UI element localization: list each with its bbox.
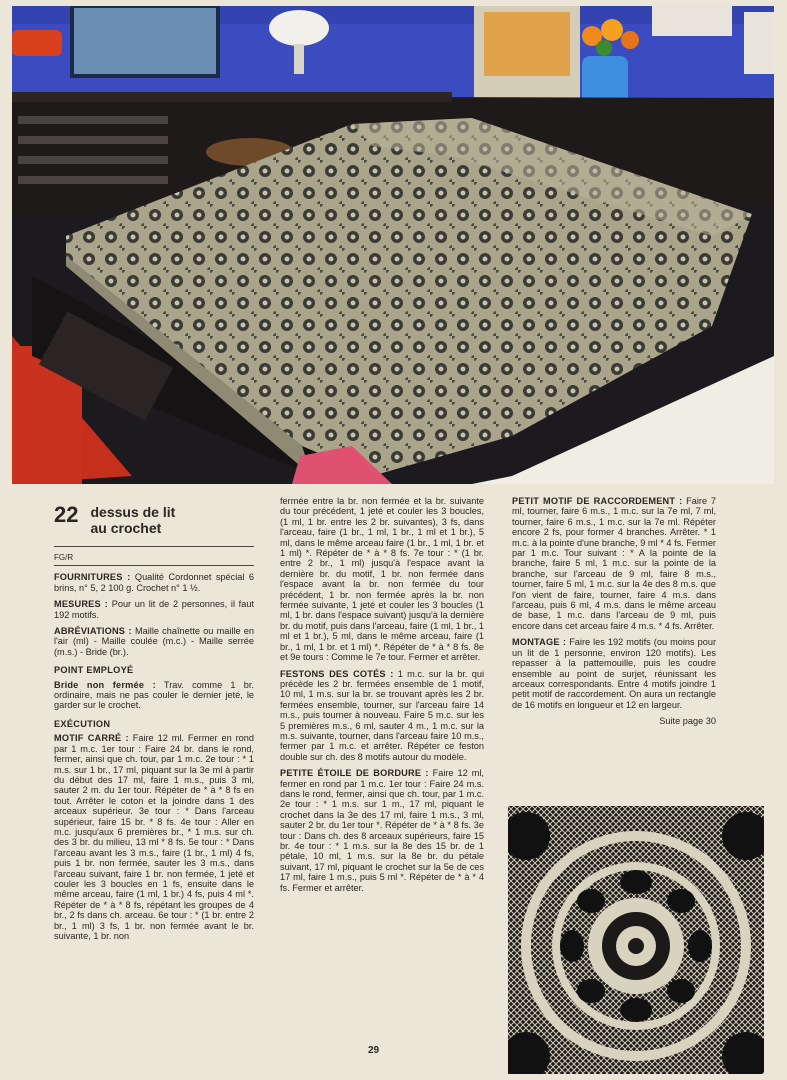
etoile-label: PETITE ÉTOILE DE BORDURE : xyxy=(280,768,429,779)
fournitures-paragraph xyxy=(54,572,254,593)
bride-label: Bride non fermée : xyxy=(54,679,156,690)
column-1 xyxy=(54,494,254,947)
festons-paragraph xyxy=(280,669,484,763)
page-number: 29 xyxy=(368,1045,380,1056)
etoile-text: Faire 12 ml, fermer en rond par 1 m.c. 1er tour : Faire 24 m.s. dans le rond, fermer, ainsi que ch. tour, par 1 m.c. 2e tour : * 1 m.s. sur 1 m., 17 ml, piquant le crochet dans la 3e des 17 ml, faire 1 m.s., 3 ml, sauter 2 br. du 1er tour *. Répéter de * à * 8 fs. 3e tour : Dans ch. des 8 arceaux supérieurs, faire 15 br. 4e tour : * 1 m.s. sur la 8e des 15 br. de 1 pétale, 10 ml, 1 m.s. sur la 8e br. du pétale suivant, 17 ml, piquant le crochet sur la 5e de ces 17 ml, faire 1 m.s., puis 5 ml *. Répéter de * à * 4 fs. Fermer et arrêter. xyxy=(280,768,484,893)
article-number: 22 xyxy=(54,502,79,527)
bedroom-photo xyxy=(12,6,774,484)
bride-paragraph xyxy=(54,680,254,711)
raccord-text: Faire 7 ml, tourner, faire 6 m.s., 1 m.c. sur la 7e ml, 7 ml, tourner, faire 6 m.s., 1 m.c. sur la 7e ml. Répéter encore 2 fs, pour former 4 branches. Arrêter. * 1 m.c. à la pointe d'une branche, 9 ml * 4 fs. Fermer par 1 m.c. Tour suivant : * A la pointe de la branche, faire 5 ml, 1 m.c. sur la pointe de la branche, sur l'arceau de 9 ml, faire 8 m.s., tourner, faire 5 ml, 1 m.c. sur la 4e des 8 m.s. que l'on vient de faire, tourner, faire 4 m.s. dans l'arceau, puis 6 ml, 4 m.s. dans le même arceau de base, 1 m.c. dans l'arceau de 9 ml, puis encore dans cet arceau faire 4 m.s. * 4 fs. Arrêter. xyxy=(512,496,716,631)
credit: FG/R xyxy=(54,553,74,562)
article-headline xyxy=(54,504,254,536)
montage-paragraph xyxy=(512,637,716,710)
fournitures-label: FOURNITURES : xyxy=(54,572,131,583)
abbreviations-label: ABRÉVIATIONS : xyxy=(54,626,132,637)
motif-paragraph xyxy=(54,733,254,941)
mesures-paragraph xyxy=(54,599,254,620)
motif-text: Faire 12 ml. Fermer en rond par 1 m.c. 1er tour : Faire 24 br. dans le rond, fermer, ainsi que ch. tour, par 1 m.c. 2e tour : * 1 m.s. sur 1 br., 17 ml, piquant sur la 3e ml à partir du début des 17 ml, faire 1 m.s., puis 3 ml, sauter 2 m. du 1er tour. Répéter de * à * 8 fs en tout. Arrêter le coton et la joindre dans 1 des arceaux supérieur. 3e tour : * Dans l'arceau supérieur, faire 15 br. * 8 fs. 4e tour : Aller en m.c. jusqu'aux 6 premières br., * 1 m.s. sur ch. des 3 br. du milieu, 13 ml * 8 fs. 5e tour : * Dans l'arceau avant les 3 m.s., faire (1 br., 1 ml) 4 fs, puis 1 br. non fermée, sauter les 3 m.s., dans l'arceau suivant, faire 1 br. non fermée, 1 jeté et couler les 3 boucles en 1 fs, ensuite dans le même arceau, faire (1 ml, 1 br.) 4 fs, puis 4 ml *. Répéter de * à * 8 fs, répétant les groupes de 4 br., 2 fs dans ch. arceau. 6e tour : * (1 br. entre 2 br., 1 ml) 3 fs, 1 br. non fermée avant le br. suivante, 1 br. non xyxy=(54,733,254,941)
title-line-2: au crochet xyxy=(90,520,162,536)
montage-label: MONTAGE : xyxy=(512,637,567,648)
mesures-text: Pour un lit de 2 personnes, il faut 192 motifs. xyxy=(54,599,254,620)
abbreviations-paragraph xyxy=(54,626,254,657)
point-heading: POINT EMPLOYÉ xyxy=(54,665,134,676)
continued-paragraph: fermée entre la br. non fermée et la br. suivante du tour précédent, 1 jeté et couler les 3 boucles, (1 ml, 1 br. entre les 2 br. suivantes), 3 fs, dans l'arceau, faire (1 br., 1 ml, 1 br., 1 ml et 1 br.), 5 ml, dans le même arceau faire (1 br., 1 ml, 1 br. et 1 ml) *. Répéter de * à * 8 fs. 7e tour : * (1 br. entre 2 br., 1 ml) jusqu'à l'espace avant la dernière br. du motif, 1 br. non fermée dans l'espace avant la br. non fermée du tour précédent, 1 br. non fermée après la br. non fermée suivante, 1 jeté et couler les 3 boucles (1 ml, 1 br. dans l'espace suivant) jusqu'à la dernière br. du motif, puis dans l'arceau, faire (1 ml, 1 br., 1 ml et 1 br.), 5 ml, dans le même arceau, faire (1 br., 1 ml, 1 br. et 1 ml) *. Répéter de * à * 8 fs. 8e et 9e tours : Comme le 7e tour. Fermer et arrêter. xyxy=(280,496,484,663)
article-title xyxy=(90,504,175,536)
bride-text: Trav. comme 1 br. ordinaire, mais ne pas couler le dernier jeté, le garder sur le crochet. xyxy=(54,679,254,711)
raccord-label: PETIT MOTIF DE RACCORDEMENT : xyxy=(512,496,683,506)
montage-text: Faire les 192 motifs (ou moins pour un lit de 1 personne, environ 120 motifs). Les repasser à la pattemouille, puis les coudre ensemble au point de surjet, réunissant les arceaux correspondants. Entre 4 motifs joindre 1 petit motif de raccordement. On aura un rectangle de 16 motifs en longueur et 12 en largeur. xyxy=(512,637,716,710)
etoile-paragraph xyxy=(280,768,484,893)
column-2 xyxy=(280,496,484,899)
column-3 xyxy=(512,496,716,727)
continued-note: Suite page 30 xyxy=(659,716,716,727)
credit-rule xyxy=(54,565,254,566)
title-rule xyxy=(54,546,254,547)
execution-heading: EXÉCUTION xyxy=(54,718,111,729)
crochet-motif-photo xyxy=(508,806,764,1074)
motif-label: MOTIF CARRÉ : xyxy=(54,733,129,744)
festons-text: 1 m.c. sur la br. qui précède les 2 br. fermées ensemble de 1 motif, 10 ml, 1 m.s. sur la br. se trouvant après les 2 br. fermées ensemble, tourner, sur l'arceau faire 14 m.s., puis tourner à nouveau. Faire 5 m.c. sur les 5 premières m.s., 6 ml, sauter 4 m., 1 m.c. sur la m.s. suivante, tourner, dans l'arceau faire 10 m.s., fermer par 1 m.c. et arrêter. Répéter ce feston double sur ch. des 8 motifs autour du modèle. xyxy=(280,668,484,762)
festons-label: FESTONS DES COTÉS : xyxy=(280,668,394,679)
fournitures-text: Qualité Cordonnet spécial 6 brins, n° 5, 2 100 g. Crochet n° 1 ½. xyxy=(54,572,254,593)
raccord-paragraph xyxy=(512,496,716,631)
abbreviations-text: Maille chaînette ou maille en l'air (ml) - Maille coulée (m.c.) - Maille serrée (m.s.) - Bride (br.). xyxy=(54,626,254,657)
mesures-label: MESURES : xyxy=(54,599,108,610)
title-line-1: dessus de lit xyxy=(90,504,176,520)
